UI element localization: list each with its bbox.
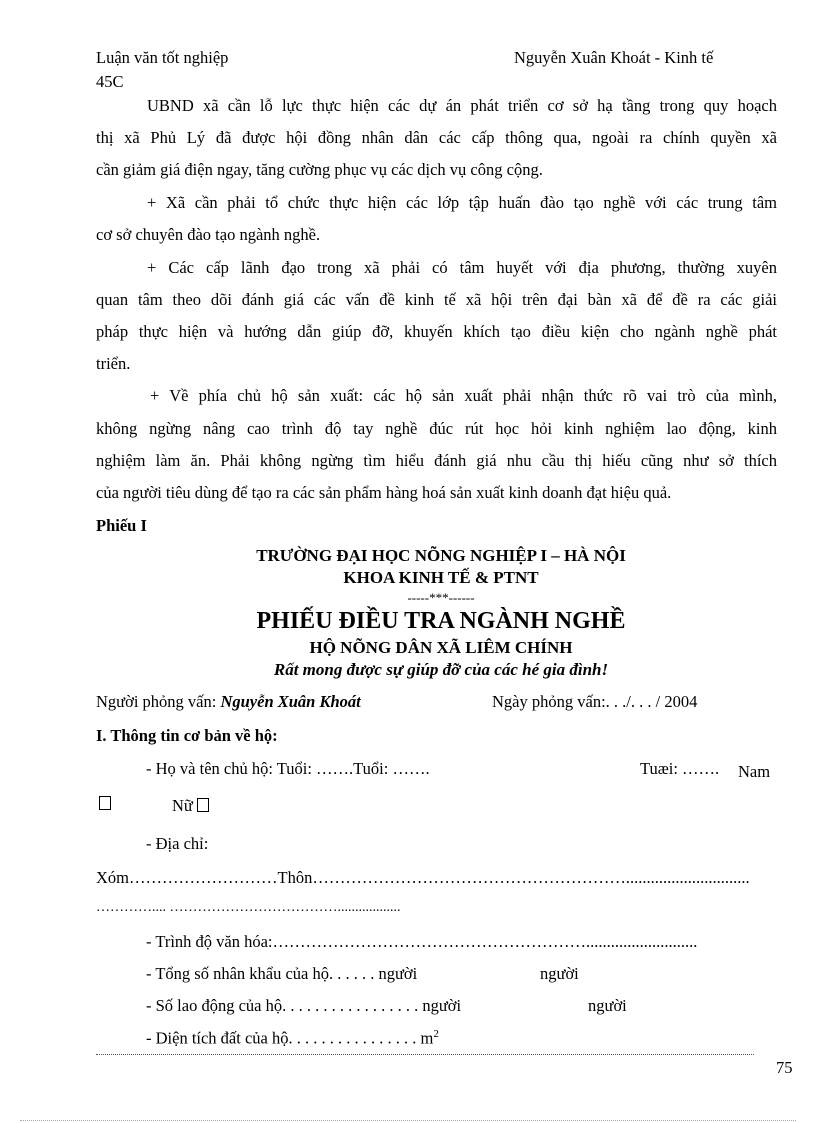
interviewer-row — [96, 692, 361, 712]
female-checkbox[interactable] — [197, 798, 209, 812]
address-line: Xóm………………………Thôn………………………………………………….............................. — [96, 868, 750, 887]
header-left: Luận văn tốt nghiệp — [96, 48, 229, 67]
land-area-label: - Diện tích đất của hộ. . . . . . . . . . . . . . . . m — [146, 1028, 434, 1048]
header-right-cont: 45C — [96, 72, 124, 91]
para3-line3: pháp thực hiện và hướng dẫn giúp đỡ, khuyến khích tạo điều kiện cho ngành nghề phát — [96, 322, 777, 341]
para3-line1: + Các cấp lãnh đạo trong xã phải có tâm huyết với địa phương, thường xuyên — [147, 258, 777, 277]
separator: -----***------ — [407, 590, 475, 605]
householder-name-row: - Họ và tên chủ hộ: Tuổi: …….Tuổi: ……. — [146, 759, 430, 778]
para1-line3: cần giảm giá điện ngay, tăng cường phục vụ các dịch vụ công cộng. — [96, 160, 543, 179]
footer-separator — [96, 1054, 754, 1055]
para4-line3: nghiệm làm ăn. Phải không ngừng tìm hiểu đánh giá nhu cầu thị hiếu cũng như sở thích — [96, 451, 777, 470]
male-checkbox[interactable] — [99, 796, 111, 814]
female-row — [172, 796, 209, 816]
form-label: Phiếu I — [96, 516, 147, 535]
para4-line4: của người tiêu dùng để tạo ra các sản phẩm hàng hoá sản xuất kinh doanh đạt hiệu quả. — [96, 483, 672, 502]
interview-date: Ngày phỏng vấn:. . ./. . . / 2004 — [492, 692, 698, 711]
education-row: - Trình độ văn hóa:…………………………………………………........................... — [146, 932, 698, 951]
header-right: Nguyễn Xuân Khoát - Kinh tế — [514, 48, 714, 67]
para2-line1: + Xã cần phải tổ chức thực hiện các lớp tập huấn đào tạo nghề với các trung tâm — [147, 193, 777, 212]
para4-line1: + Về phía chủ hộ sản xuất: các hộ sản xuất phải nhận thức rõ vai trò của mình, — [150, 386, 777, 405]
labor-unit: người — [588, 996, 627, 1015]
para4-line2: không ngừng nâng cao trình độ tay nghề đúc rút học hỏi kinh nghiệm lao động, kinh — [96, 419, 777, 438]
para2-line2: cơ sở chuyên đào tạo ngành nghề. — [96, 225, 321, 244]
para1-line2: thị xã Phủ Lý đã được hội đồng nhân dân các cấp thông qua, ngoài ra chính quyền xã — [96, 128, 777, 147]
land-area-unit-sup: 2 — [433, 1028, 439, 1040]
household-size-unit: người — [540, 964, 579, 983]
school-name: TRƯỜNG ĐẠI HỌC NÕNG NGHIỆP I – HÀ NỘI — [256, 546, 626, 565]
male-label: Nam — [738, 762, 771, 781]
land-area-row — [146, 1028, 439, 1049]
greeting: Rất mong được sự giúp đỡ của các hé gia đình! — [273, 660, 609, 679]
female-label: Nữ — [172, 796, 193, 815]
address-label: - Địa chỉ: — [146, 834, 209, 853]
age-label: Tuæi: ……. — [640, 759, 720, 778]
interviewer-name: Nguyễn Xuân Khoát — [220, 692, 361, 711]
address-line2: ………….... ……………………………….................. — [96, 900, 401, 915]
bottom-dotted-line — [20, 1120, 796, 1121]
faculty-name: KHOA KINH TẾ & PTNT — [343, 568, 539, 587]
para1-line1: UBND xã cần lỗ lực thực hiện các dự án phát triển cơ sở hạ tầng trong quy hoạch — [147, 96, 777, 115]
form-subtitle: HỘ NÕNG DÂN XÃ LIÊM CHÍNH — [309, 638, 573, 657]
household-size-row: - Tổng số nhân khẩu của hộ. . . . . . người — [146, 964, 418, 983]
interviewer-label: Người phỏng vấn: — [96, 692, 217, 711]
page-number: 75 — [776, 1058, 793, 1077]
section-basic-info: I. Thông tin cơ bản về hộ: — [96, 726, 278, 745]
para3-line4: triển. — [96, 354, 131, 373]
labor-row: - Số lao động của hộ. . . . . . . . . . . . . . . . . người — [146, 996, 462, 1015]
form-title: PHIẾU ĐIỀU TRA NGÀNH NGHỀ — [256, 608, 626, 634]
para3-line2: quan tâm theo dõi đánh giá các vấn đề kinh tế xã hội trên đại bàn xã để đề ra các giải — [96, 290, 777, 309]
